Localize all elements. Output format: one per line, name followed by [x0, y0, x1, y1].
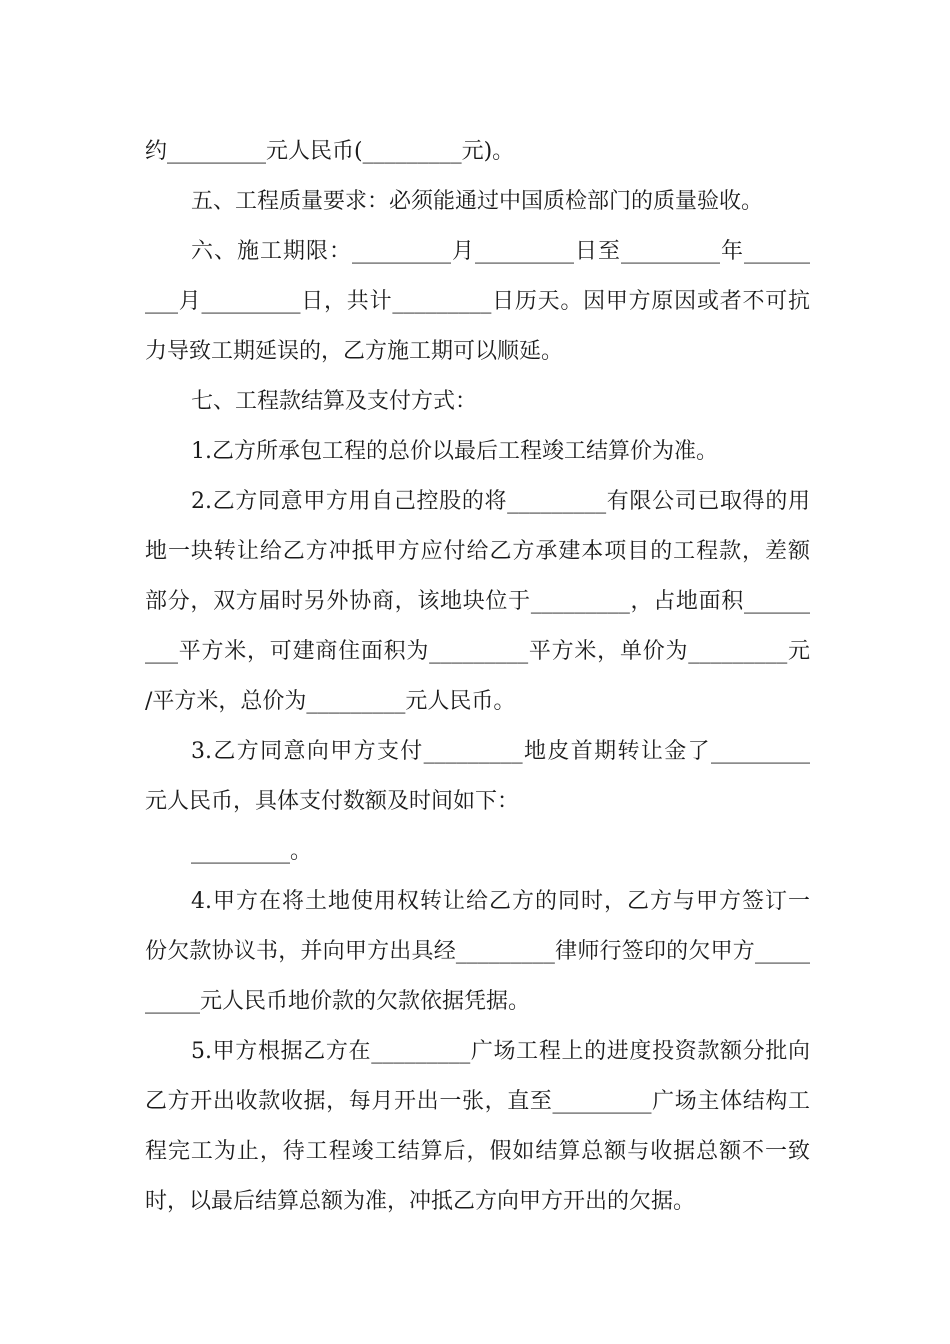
text-line: 六、施工期限：_________月_________日至_________年______: [191, 239, 810, 264]
text-line: 地一块转让给乙方冲抵甲方应付给乙方承建本项目的工程款，差额: [145, 539, 810, 564]
text-line: 元人民币，具体支付数额及时间如下：: [145, 789, 520, 814]
text-line: 乙方开出收款收据，每月开出一张，直至_________广场主体结构工: [145, 1089, 810, 1114]
text-line: 份欠款协议书，并向甲方出具经_________律师行签印的欠甲方_____: [145, 939, 810, 964]
text-line: 1.乙方所承包工程的总价以最后工程竣工结算价为准。: [191, 439, 718, 464]
text-line: ___平方米，可建商住面积为_________平方米，单价为_________元: [145, 639, 810, 664]
text-line: 五、工程质量要求：必须能通过中国质检部门的质量验收。: [191, 189, 764, 214]
text-line: _____元人民币地价款的欠款依据凭据。: [145, 989, 531, 1014]
text-line: ___月_________日，共计_________日历天。因甲方原因或者不可抗: [145, 289, 810, 314]
text-line: 时，以最后结算总额为准，冲抵乙方向甲方开出的欠据。: [145, 1189, 696, 1214]
text-line: _________。: [191, 839, 313, 864]
text-line: 4.甲方在将土地使用权转让给乙方的同时，乙方与甲方签订一: [191, 889, 810, 914]
text-line: 程完工为止，待工程竣工结算后，假如结算总额与收据总额不一致: [145, 1139, 810, 1164]
text-line: 约_________元人民币(_________元)。: [145, 139, 515, 164]
text-line: 力导致工期延误的，乙方施工期可以顺延。: [145, 339, 564, 364]
text-line: /平方米，总价为_________元人民币。: [145, 689, 516, 714]
text-line: 3.乙方同意向甲方支付_________地皮首期转让金了_________: [191, 739, 810, 764]
text-line: 七、工程款结算及支付方式：: [191, 389, 478, 414]
text-line: 部分，双方届时另外协商，该地块位于_________，占地面积______: [145, 589, 810, 614]
text-line: 5.甲方根据乙方在_________广场工程上的进度投资款额分批向: [191, 1039, 810, 1064]
text-line: 2.乙方同意甲方用自己控股的将_________有限公司已取得的用: [191, 489, 810, 514]
